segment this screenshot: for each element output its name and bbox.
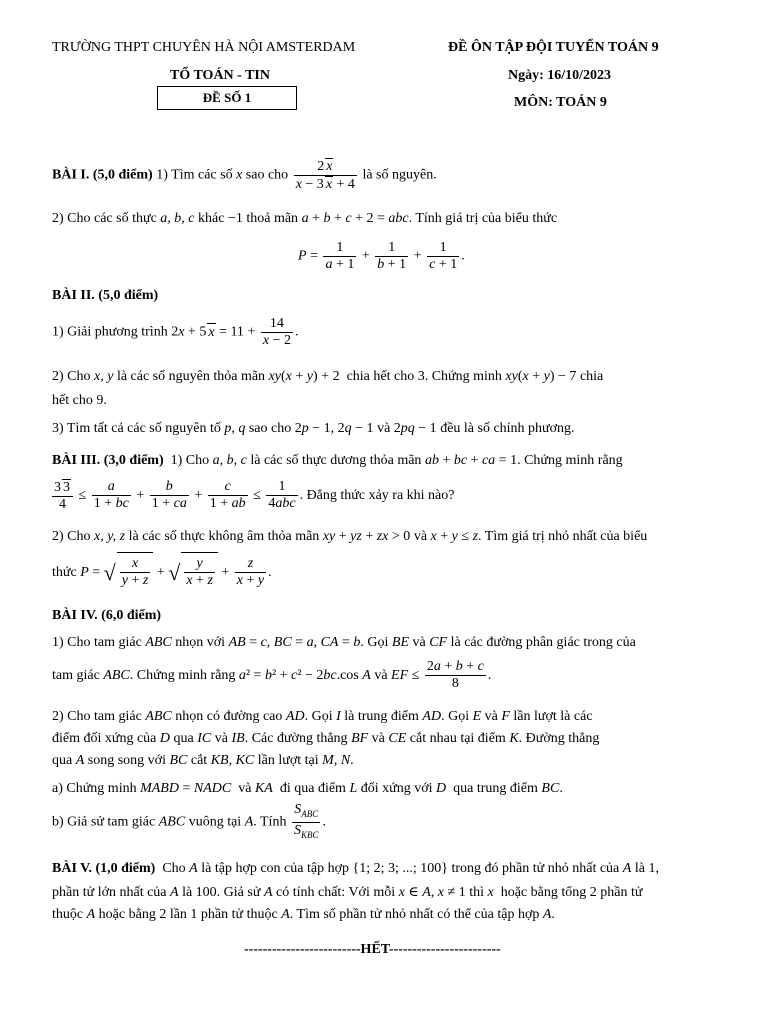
bai4-part2-line1: 2) Cho tam giác ABC nhọn có đường cao AD. Gọi I là trung điểm AD. Gọi E và F lần lượt là các [52, 709, 593, 724]
bai3-part1: BÀI III. (3,0 điểm) 1) Cho a, b, c là các số thực dương thỏa mãn ab + bc + ca = 1. Chứng minh rằng [52, 453, 623, 468]
bai4-part2-line3: qua A song song với BC cắt KB, KC lần lượt tại M, N. [52, 753, 354, 768]
bai3-expression: thức P = √ $\frac{x}{y + z}$ + √ $\frac{y}{x + z}$ + $\frac{z}{x + y}$ . [52, 552, 712, 593]
bai5-line3: thuộc A hoặc bằng 2 lần 1 phần tử thuộc A. Tìm số phần tử nhỏ nhất có thể của tập hợp A. [52, 907, 555, 922]
school-name: TRƯỜNG THPT CHUYÊN HÀ NỘI AMSTERDAM [52, 40, 356, 55]
bai2-part2: 2) Cho x, y là các số nguyên thỏa mãn xy(x + y) + 2 chia hết cho 3. Chứng minh xy(x + y) − 7 chia [52, 369, 604, 384]
end-marker: -------------------------HẾT------------------------ [244, 942, 501, 957]
bai1-part1: BÀI I. (5,0 điểm) 1) Tìm các số x sao cho $\frac{2 x}{x - 3 x + 4}$ là số nguyên. [52, 159, 437, 192]
bai1-part2: 2) Cho các số thực a, b, c khác −1 thoả mãn a + b + c + 2 = abc. Tính giá trị của biểu thức [52, 211, 558, 226]
formula-P: P = $\frac{1}{a + 1}$ + $\frac{1}{b + 1}$ + $\frac{1}{c + 1}$ . [298, 240, 465, 272]
exam-subject: MÔN: TOÁN 9 [514, 95, 607, 110]
bai4-part2a: a) Chứng minh MABD = NADC và KA đi qua điểm L đối xứng với D qua trung điểm BC. [52, 781, 563, 796]
bai3-part2: 2) Cho x, y, z là các số thực không âm thỏa mãn xy + yz + zx > 0 và x + y ≤ z. Tìm giá trị nhỏ nhất của biểu [52, 529, 648, 544]
bai5-line1: BÀI V. (1,0 điểm) Cho A là tập hợp con của tập hợp {1; 2; 3; ...; 100} trong đó phần tử nhỏ nhất của A là 1, [52, 861, 659, 876]
bai4-heading: BÀI IV. (6,0 điểm) [52, 608, 162, 623]
bai5-line2: phần tử lớn nhất của A là 100. Giả sử A có tính chất: Với mỗi x ∈ A, x ≠ 1 thì x hoặc bằng tổng 2 phần tử [52, 885, 643, 900]
bai2-heading: BÀI II. (5,0 điểm) [52, 288, 159, 303]
group-name: TỔ TOÁN - TIN [170, 68, 270, 83]
exam-number-box: ĐỀ SỐ 1 [157, 86, 297, 110]
bai4-part2b: b) Giả sử tam giác ABC vuông tại A. Tính $\frac{S_{ABC}}{S_{KBC}}$ . [52, 802, 326, 840]
bai2-part3: 3) Tìm tất cả các số nguyên tố p, q sao cho 2p − 1, 2q − 1 và 2pq − 1 đều là số chính phương. [52, 421, 575, 436]
bai4-part1-line1: 1) Cho tam giác ABC nhọn với AB = c, BC = a, CA = b. Gọi BE và CF là các đường phân giác trong của [52, 635, 636, 650]
bai4-part1-line2: tam giác ABC. Chứng minh rằng a² = b² + c² − 2bc.cos A và EF ≤ $\frac{2a + b + c}{8}$ . [52, 659, 492, 692]
bai4-part2-line2: điểm đối xứng của D qua IC và IB. Các đường thẳng BF và CE cắt nhau tại điểm K. Đường thẳng [52, 731, 600, 746]
exam-date: Ngày: 16/10/2023 [508, 68, 612, 83]
bai2-part1: 1) Giải phương trình 2x + 5 x = 11 + $\frac{14}{x - 2}$ . [52, 316, 299, 348]
bai3-inequality: $\frac{3 3}{4}$ ≤ $\frac{a}{1 + bc}$ + $\frac{b}{1 + ca}$ + $\frac{c}{1 + ab}$ ≤ $\frac{1}{\text{4abc}}$ . Đẳng thức xảy ra khi nào? [54, 479, 455, 512]
bai2-part2-cont: hết cho 9. [52, 393, 107, 408]
exam-title: ĐỀ ÔN TẬP ĐỘI TUYỂN TOÁN 9 [448, 40, 659, 55]
